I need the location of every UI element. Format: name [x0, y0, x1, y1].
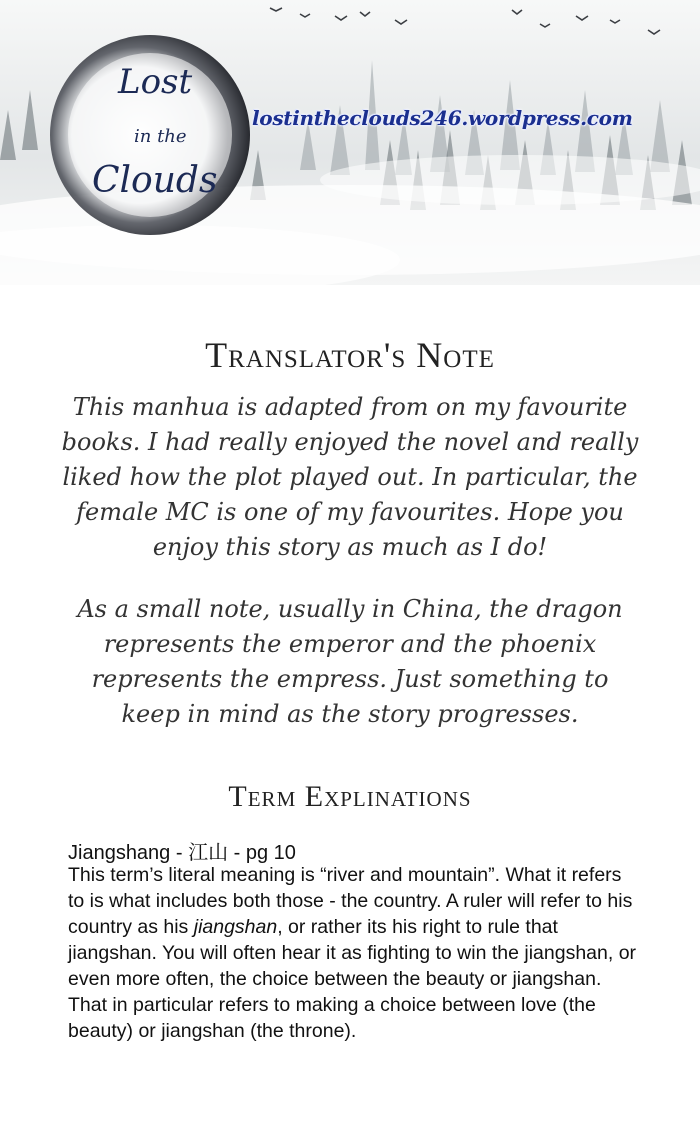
- logo-text-lost: Lost: [118, 62, 193, 102]
- term-explanations-title: Term Explinations: [228, 780, 472, 813]
- blog-url[interactable]: lostintheclouds246.wordpress.com: [252, 106, 633, 130]
- term-definition: [68, 862, 643, 1044]
- note-paragraph-1: This manhua is adapted from on my favourite books. I had really enjoyed the novel and really liked how the plot played out. In particular, the female MC is one of my favourites. Hope you enjoy this story as much as I do!: [61, 393, 639, 561]
- logo-text-clouds: Clouds: [92, 160, 218, 201]
- term-emphasis: jiangshan: [193, 916, 278, 938]
- note-paragraph-2: As a small note, usually in China, the dragon represents the emperor and the phoenix represents the empress. Just something to keep in mind as the story progresses.: [77, 595, 623, 728]
- term-definition-part1: This term’s literal meaning is “river and mountain”. What it refers to is what includes both those - the country. A ruler will refer to his country as his: [68, 864, 633, 938]
- misty-forest-illustration: [0, 0, 700, 285]
- logo-text-in-the: in the: [134, 126, 187, 147]
- translators-note-title: Translator's Note: [205, 335, 495, 375]
- term-heading: Jiangshang - 江山 - pg 10: [68, 842, 296, 864]
- term-definition-part2: , or rather its his right to rule that jiangshan. You will often hear it as fighting to win the jiangshan, or even more often, the choice between the beauty or jiangshan. That in particular refers to making a choice between love (the beauty) or jiangshan (the throne).: [68, 916, 637, 1042]
- header-banner: [0, 0, 700, 285]
